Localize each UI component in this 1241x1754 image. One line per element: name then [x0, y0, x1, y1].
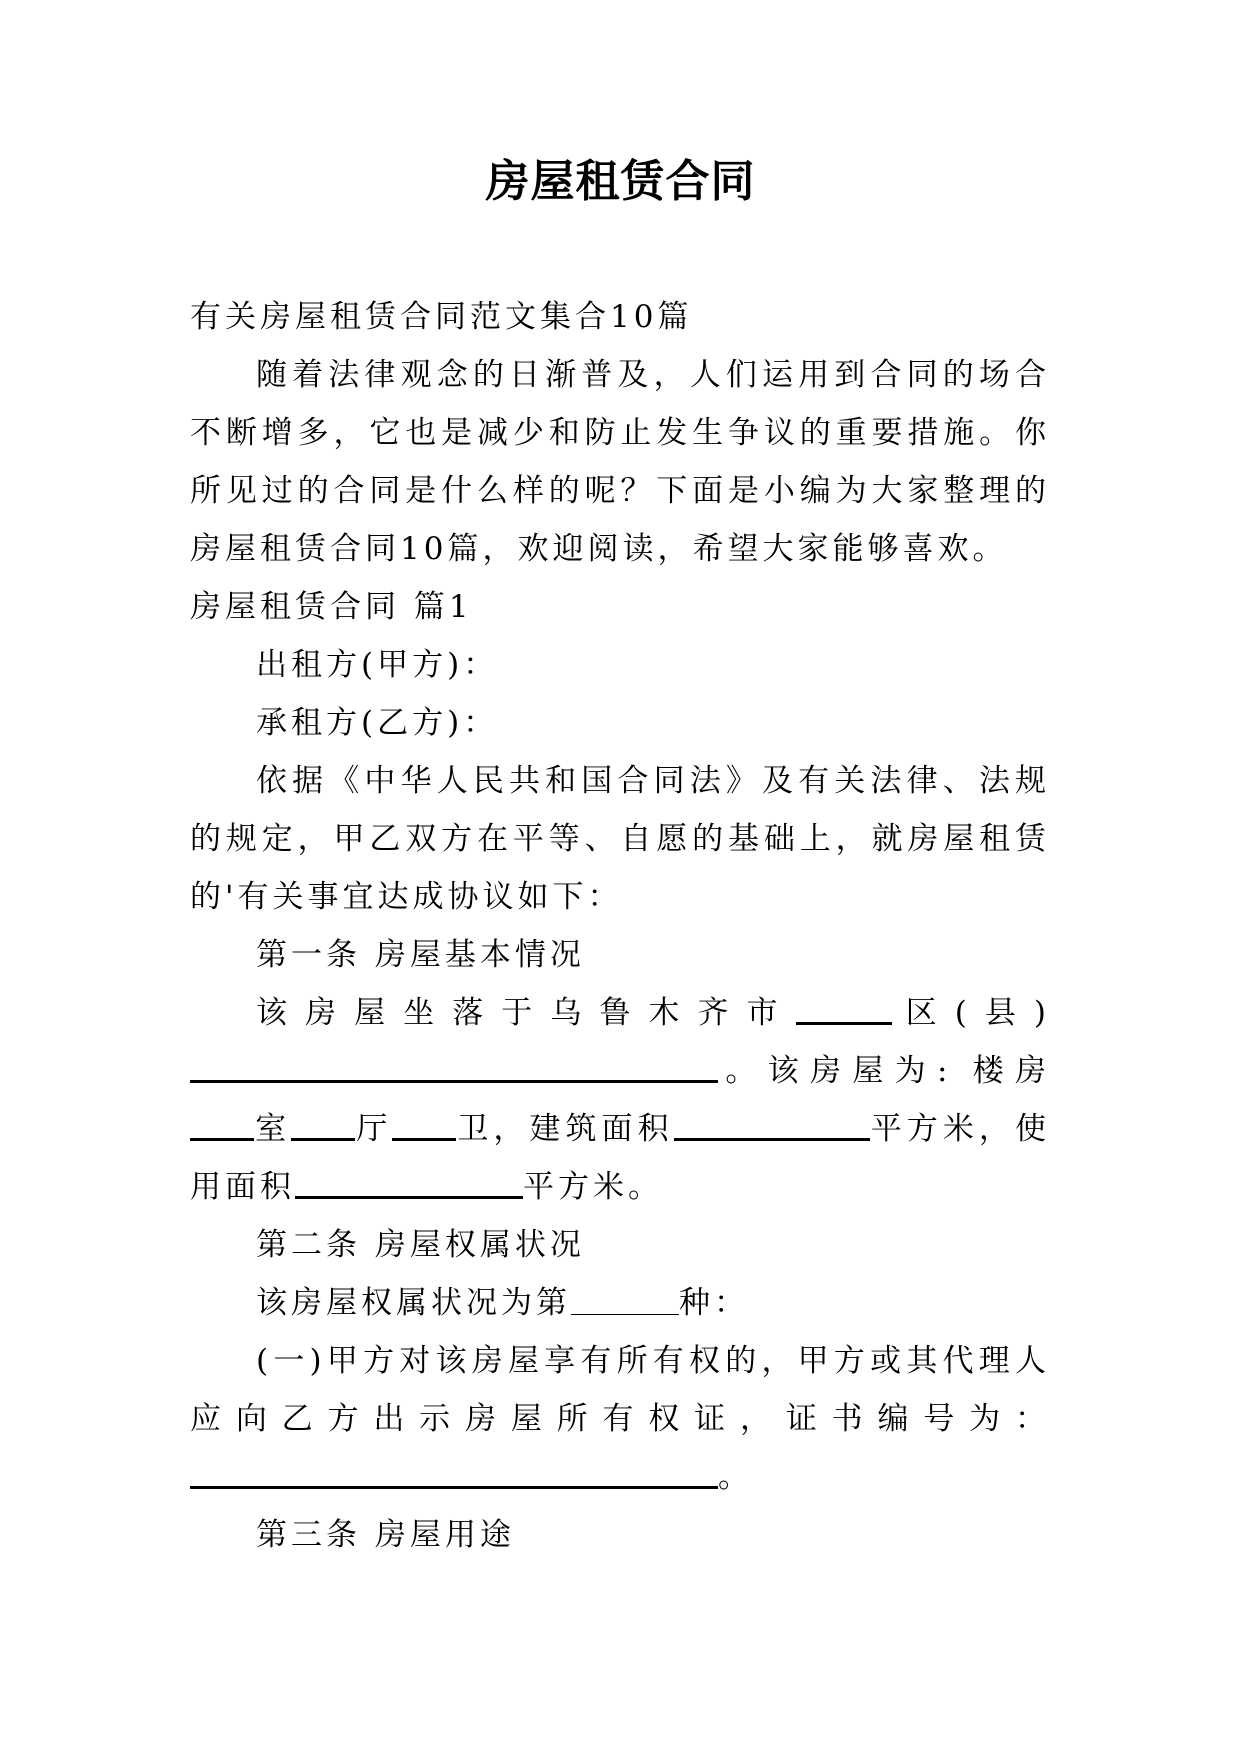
blank-certificate-number-field	[190, 1486, 490, 1489]
blank-district-field	[796, 1022, 892, 1025]
blank-halls-field	[291, 1138, 355, 1141]
blank-baths-field	[392, 1138, 456, 1141]
article-2-text-status: 该房屋权属状况为第	[256, 1285, 571, 1321]
blank-address-field	[190, 1080, 486, 1083]
document-title: 房屋租赁合同	[485, 156, 756, 207]
article-1-paragraph	[190, 984, 1050, 1216]
article-1-text-type: 。该房屋为: 楼房	[718, 1053, 1050, 1089]
article-1-text-area: 卫，建筑面积	[456, 1111, 674, 1147]
article-1-text-hall: 厅	[355, 1111, 393, 1147]
blank-status-field	[571, 1314, 679, 1315]
article-1-title: 第一条 房屋基本情况	[256, 937, 585, 973]
article-3-title: 第三条 房屋用途	[256, 1517, 515, 1553]
article-1-text-room: 室	[254, 1111, 292, 1147]
document-heading: 有关房屋租赁合同范文集合10篇	[190, 299, 693, 335]
article-1-text-county: 区(县)	[891, 995, 1050, 1031]
intro-paragraph: 随着法律观念的日渐普及，人们运用到合同的场合不断增多，它也是减少和防止发生争议的重要措施。你所见过的合同是什么样的呢？下面是小编为大家整理的房屋租赁合同10篇，欢迎阅读，希望大家能够喜欢。	[190, 357, 1050, 567]
article-2-title: 第二条 房屋权属状况	[256, 1227, 585, 1263]
article-2-item-1-end: 。	[718, 1459, 753, 1495]
preamble-paragraph: 依据《中华人民共和国合同法》及有关法律、法规的规定，甲乙双方在平等、自愿的基础上，就房屋租赁的'有关事宜达成协议如下：	[190, 763, 1050, 915]
section-title: 房屋租赁合同 篇1	[190, 589, 473, 625]
article-2-line-1	[190, 1274, 1050, 1332]
blank-building-area-field	[674, 1138, 870, 1141]
article-2-item-1	[190, 1332, 1050, 1506]
article-2-text-kind: 种：	[679, 1285, 749, 1321]
blank-rooms-field	[190, 1138, 254, 1141]
blank-certificate-number-field-cont	[490, 1486, 718, 1489]
blank-address-field-cont	[486, 1080, 718, 1083]
lessor-line: 出租方(甲方)：	[256, 647, 499, 683]
article-2-item-1-text: (一)甲方对该房屋享有所有权的，甲方或其代理人应向乙方出示房屋所有权证，证书编号为：	[190, 1343, 1050, 1437]
blank-usable-area-field	[295, 1196, 523, 1199]
article-1-text-end: 平方米。	[523, 1169, 663, 1205]
lessee-line: 承租方(乙方)：	[256, 705, 499, 741]
article-1-text-location: 该房屋坐落于乌鲁木齐市	[256, 995, 796, 1031]
document-body	[190, 288, 1050, 1564]
article-1-text-usable-area: 平方米，使用面积	[190, 1111, 1050, 1205]
